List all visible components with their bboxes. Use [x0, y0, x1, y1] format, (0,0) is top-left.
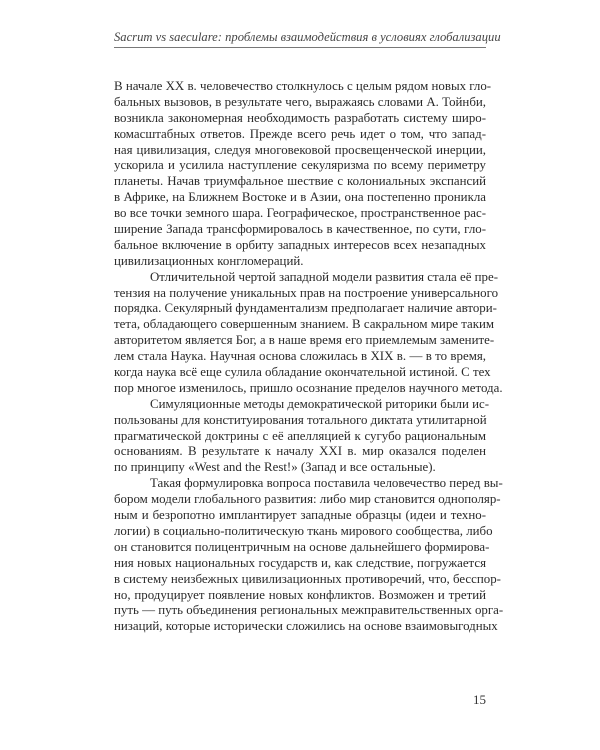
text-line: пользованы для конституирования тотального диктата утилитарной [114, 412, 487, 427]
text-line: логии) в социально-политическую ткань мирового сообщества, либо [114, 523, 493, 538]
text-line: В начале XX в. человечество столкнулось с целым рядом новых гло- [114, 79, 492, 93]
text-line: пор многое изменилось, пришло осознание пределов научного метода. [114, 380, 503, 395]
text-line: но, продуцирует появление новых конфликтов. Возможен и третий [114, 587, 486, 602]
page-number: 15 [473, 692, 486, 707]
text-line: комасштабных ответов. Прежде всего речь идет о том, что запад- [114, 126, 486, 141]
text-line: когда наука всё еще сулила обладание окончательной истиной. С тех [114, 365, 491, 380]
text-line: бором модели глобального развития: либо мир становится однополяр- [114, 492, 501, 507]
text-line: основаниям. В результате к началу XXI в. мир оказался поделен [114, 444, 486, 459]
text-line: тета, обладающего совершенным знанием. В сакральном мире таким [114, 317, 495, 332]
text-line: ускорила и усилила наступление секуляризма по всему периметру [114, 158, 486, 173]
text-line: бальных вызовов, в результате чего, выражаясь словами А. Тойнби, [114, 94, 486, 109]
text-line: низаций, которые исторически сложились на основе взаимовыгодных [114, 619, 498, 634]
text-line: во все точки земного шара. Географическое, пространственное рас- [114, 206, 486, 221]
paragraph [114, 269, 503, 397]
text-line: лем стала Наука. Научная основа сложилась в XIX в. — в то время, [114, 349, 486, 364]
text-line: он становится полицентричным на основе дальнейшего формирова- [114, 539, 490, 554]
text-line: ширение Запада трансформировалось в качественное, по сути, гло- [114, 222, 486, 237]
text-line: Симуляционные методы демократической риторики были ис- [150, 396, 489, 411]
body-text [114, 79, 504, 635]
text-line: путь — путь объединения региональных межправительственных орга- [114, 603, 504, 618]
text-line: ная цивилизация, следуя многовековой просвещенческой инерции, [114, 142, 486, 157]
text-line: в систему неизбежных цивилизационных противоречий, что, бесспор- [114, 571, 501, 586]
paragraph [114, 476, 504, 635]
text-line: бальное включение в орбиту западных интересов всех незападных [114, 237, 486, 252]
text-line: авторитетом является Бог, а в наше время его приемлемым замените- [114, 333, 495, 348]
text-line: прагматической доктрины с её апелляцией к сугубо рациональным [114, 428, 486, 443]
text-line: по принципу «West and the Rest!» (Запад и все остальные). [114, 460, 436, 475]
text-line: ным и безропотно имплантирует западные образцы (идеи и техно- [114, 508, 486, 523]
text-line: цивилизационных конгломераций. [114, 253, 304, 268]
paragraph [114, 396, 489, 476]
text-line: Отличительной чертой западной модели развития стала её пре- [150, 269, 499, 284]
text-line: тензия на получение уникальных прав на построение универсального [114, 285, 499, 300]
text-line: Такая формулировка вопроса поставила человечество перед вы- [150, 476, 503, 491]
text-line: порядка. Секулярный фундаментализм предполагает наличие автори- [114, 301, 497, 316]
text-line: ния новых национальных государств и, как следствие, погружается [114, 555, 486, 570]
text-line: возникла закономерная необходимость разработать систему широ- [114, 110, 486, 125]
running-header: Sacrum vs saeculare: проблемы взаимодействия в условиях глобализации [114, 30, 486, 48]
paragraph [114, 79, 492, 270]
text-line: в Африке, на Ближнем Востоке и в Азии, она постепенно проникла [114, 190, 486, 205]
text-line: планеты. Начав триумфальное шествие с колониальных экспансий [114, 174, 486, 189]
